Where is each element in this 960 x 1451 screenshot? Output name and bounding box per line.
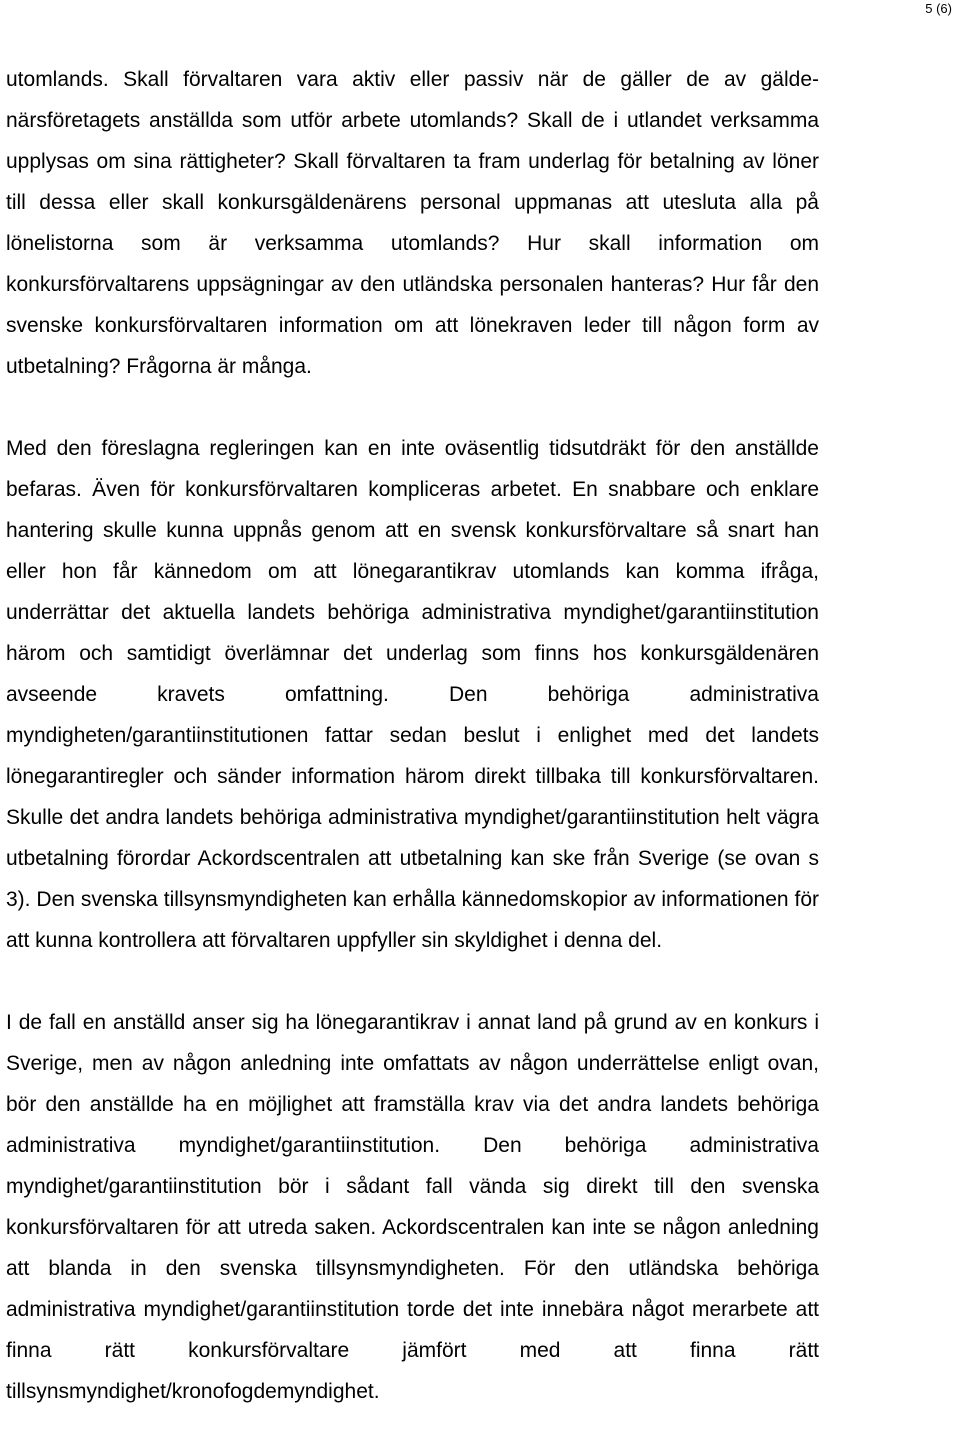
paragraph-proposed-regulation: Med den föreslagna regleringen kan en inte oväsentlig tidsutdräkt för den anställde befaras. Även för konkursförvaltaren kompliceras arbetet. En snabbare och enklare hantering skulle kunna uppnås genom att en svensk konkursförvaltare så snart han eller hon får kännedom om att lönegarantikrav utomlands kan komma ifråga, underrättar det aktuella landets behöriga administrativa myndighet/garantiinstitution härom och samtidigt överlämnar det underlag som finns hos konkursgäldenären avseende kravets omfattning. Den behöriga administrativa myndigheten/garantiinstitutionen fattar sedan beslut i enlighet med det landets lönegarantiregler och sänder information härom direkt tillbaka till konkursförvaltaren. Skulle det andra landets behöriga administrativa myndighet/garantiinstitution helt vägra utbetalning förordar Ackordscentralen att utbetalning kan ske från Sverige (se ovan s 3). Den svenska tillsynsmyndigheten kan erhålla kännedomskopior av informationen för att kunna kontrollera att förvaltaren uppfyller sin skyldighet i denna del.	[6, 437, 819, 952]
paragraph-employee-claims: I de fall en anställd anser sig ha lönegarantikrav i annat land på grund av en konkurs i Sverige, men av någon anledning inte omfattats av någon underrättelse enligt ovan, bör den anställde ha en möjlighet att framställa krav via det andra landets behöriga administrativa myndighet/garantiinstitution. Den behöriga administrativa myndighet/garantiinstitution bör i sådant fall vända sig direkt till den svenska konkursförvaltaren för att utreda saken. Ackordscentralen kan inte se någon anledning att blanda in den svenska tillsynsmyndigheten. För den utländska behöriga administrativa myndighet/garantiinstitution torde det inte innebära något merarbete att finna rätt konkursförvaltare jämfört med att finna rätt tillsynsmyndighet/kronofogdemyndighet.	[6, 1011, 819, 1403]
paragraph-foreign-employees-questions: utomlands. Skall förvaltaren vara aktiv eller passiv när de gäller de av gäldenärsföretagets anställda som utför arbete utomlands? Skall de i utlandet verksamma upplysas om sina rättigheter? Skall förvaltaren ta fram underlag för betalning av löner till dessa eller skall konkursgäldenärens personal uppmanas att utesluta alla på lönelistorna som är verksamma utomlands? Hur skall information om konkursförvaltarens uppsägningar av den utländska personalen hanteras? Hur får den svenske konkursförvaltaren information om att lönekraven leder till någon form av utbetalning? Frågorna är många.	[6, 68, 819, 378]
page-number: 5 (6)	[925, 1, 952, 16]
document-body	[6, 59, 819, 1412]
